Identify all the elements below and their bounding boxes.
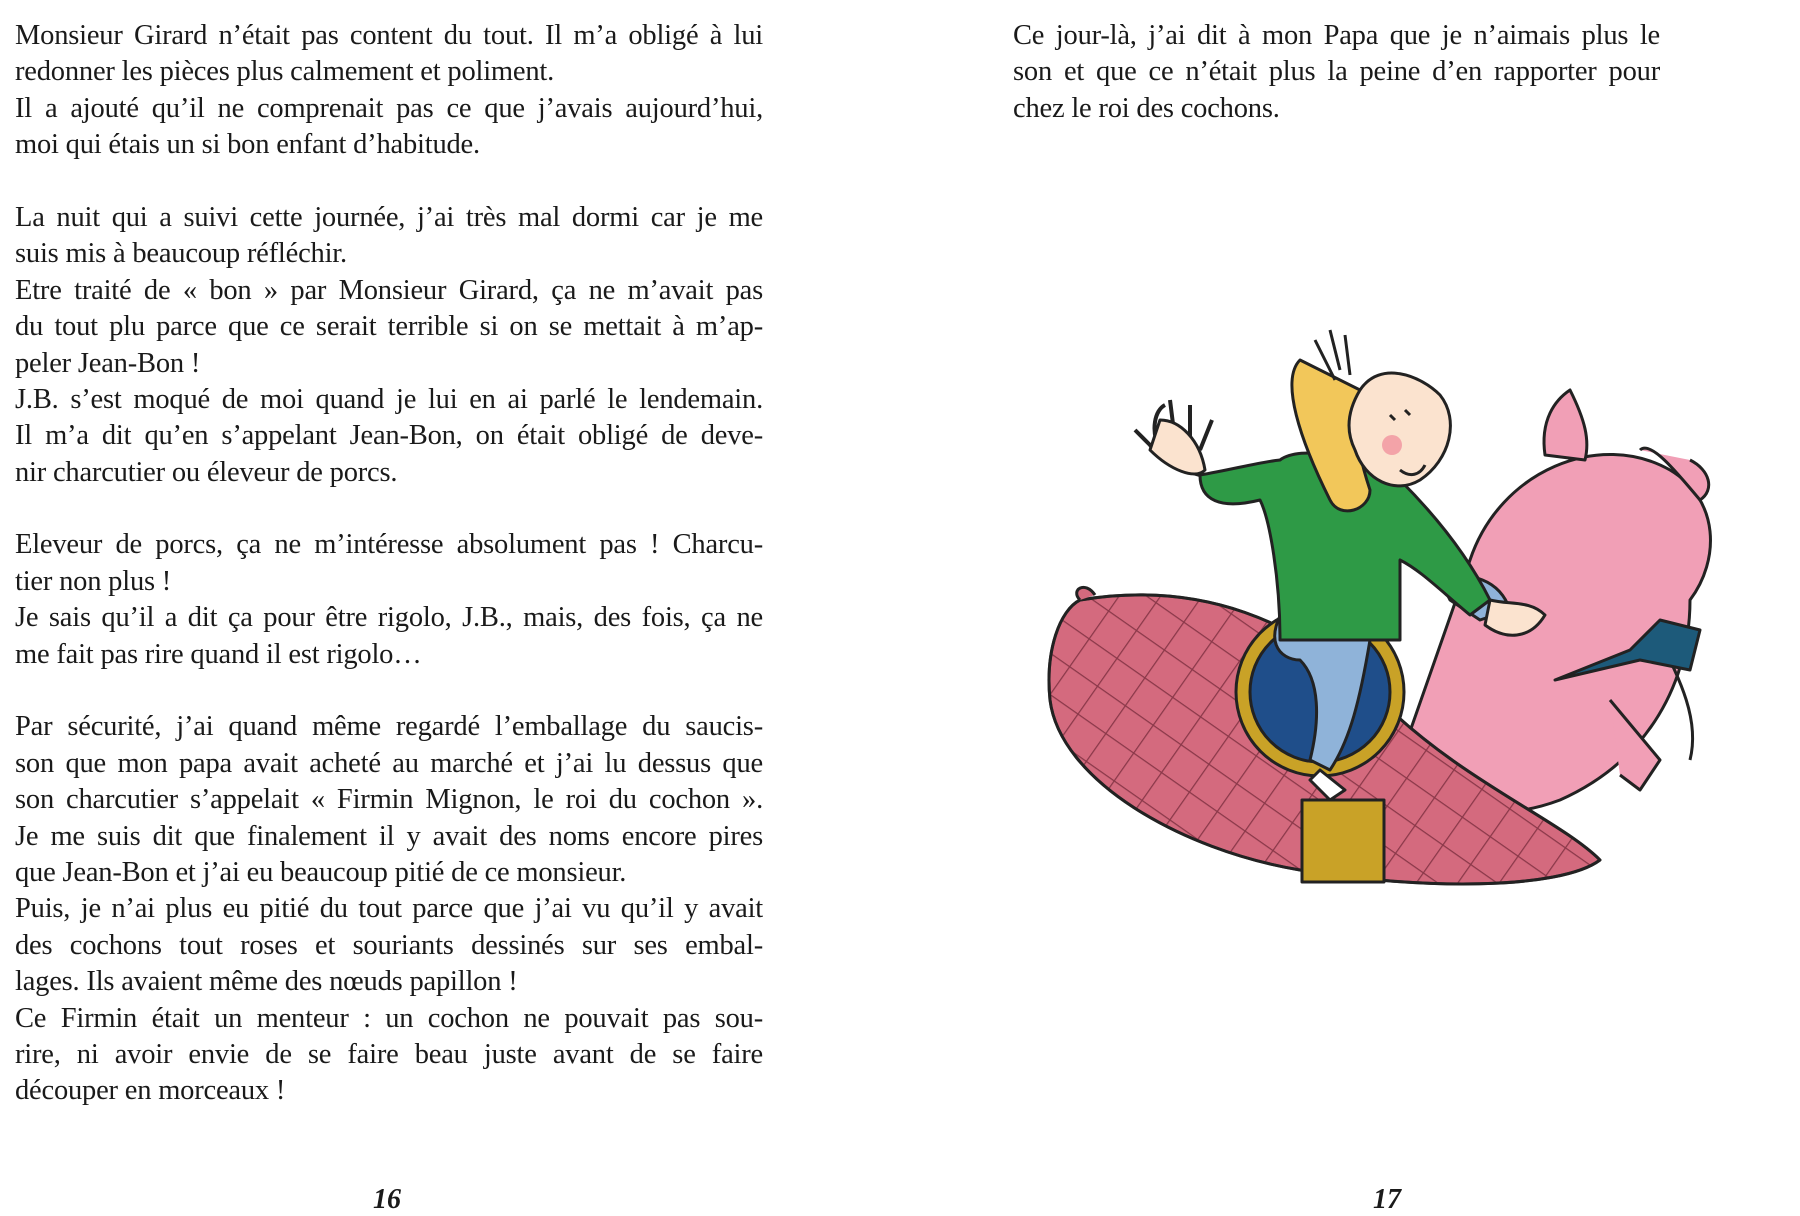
text-line: du tout plu parce que ce serait terrible si on se mettait à m’ap- (15, 311, 763, 343)
text-line: La nuit qui a suivi cette journée, j’ai très mal dormi car je me (15, 201, 763, 233)
text-line: Je sais qu’il a dit ça pour être rigolo, J.B., mais, des fois, ça ne (15, 602, 763, 634)
text-line: découper en morceaux ! (15, 1075, 286, 1107)
text-line: Eleveur de porcs, ça ne m’intéresse absolument pas ! Charcu- (15, 529, 763, 561)
left-page (0, 0, 900, 1215)
text-line: moi qui étais un si bon enfant d’habitude. (15, 129, 480, 161)
text-line: peler Jean-Bon ! (15, 347, 201, 379)
page-number: 16 (373, 1184, 401, 1215)
paragraph-break (15, 491, 763, 527)
text-line: Il a ajouté qu’il ne comprenait pas ce que j’avais aujourd’hui, (15, 92, 763, 124)
text-line: Puis, je n’ai plus eu pitié du tout parce que j’ai vu qu’il y avait (15, 893, 763, 925)
text-line: son que mon papa avait acheté au marché et j’ai lu dessus que (15, 747, 763, 779)
text-line: redonner les pièces plus calmement et poliment. (15, 56, 555, 88)
text-line: rire, ni avoir envie de se faire beau juste avant de se faire (15, 1038, 763, 1070)
text-line: nir charcutier ou éleveur de porcs. (15, 456, 398, 488)
text-line: des cochons tout roses et souriants dessinés sur ses embal- (15, 929, 763, 961)
text-line: Par sécurité, j’ai quand même regardé l’emballage du saucis- (15, 711, 763, 743)
text-line: son charcutier s’appelait « Firmin Mignon, le roi du cochon ». (15, 784, 763, 816)
paragraph-break (15, 673, 763, 709)
text-line: Il m’a dit qu’en s’appelant Jean-Bon, on était obligé de deve- (15, 420, 763, 452)
paragraph-break (15, 164, 763, 200)
text-line: Ce jour-là, j’ai dit à mon Papa que je n’aimais plus le (1013, 20, 1660, 51)
text-line: suis mis à beaucoup réfléchir. (15, 238, 347, 270)
text-line: Monsieur Girard n’était pas content du tout. Il m’a obligé à lui (15, 20, 763, 51)
text-line: que Jean-Bon et j’ai eu beaucoup pitié de ce monsieur. (15, 856, 627, 888)
page-text (1013, 18, 1660, 127)
text-line: son et que ce n’était plus la peine d’en rapporter pour (1013, 56, 1660, 88)
text-line: me fait pas rire quand il est rigolo… (15, 638, 422, 670)
text-line: lages. Ils avaient même des nœuds papillon ! (15, 966, 518, 998)
text-line: Ce Firmin était un menteur : un cochon ne pouvait pas sou- (15, 1002, 763, 1034)
page-text (15, 18, 763, 1110)
text-line: chez le roi des cochons. (1013, 92, 1280, 124)
text-line: Etre traité de « bon » par Monsieur Girard, ça ne m’avait pas (15, 274, 763, 306)
page-number: 17 (1373, 1184, 1401, 1215)
text-line: Je me suis dit que finalement il y avait des noms encore pires (15, 820, 763, 852)
text-line: J.B. s’est moqué de moi quand je lui en ai parlé le lendemain. (15, 383, 763, 415)
right-page (900, 0, 1800, 1215)
text-line: tier non plus ! (15, 565, 172, 597)
